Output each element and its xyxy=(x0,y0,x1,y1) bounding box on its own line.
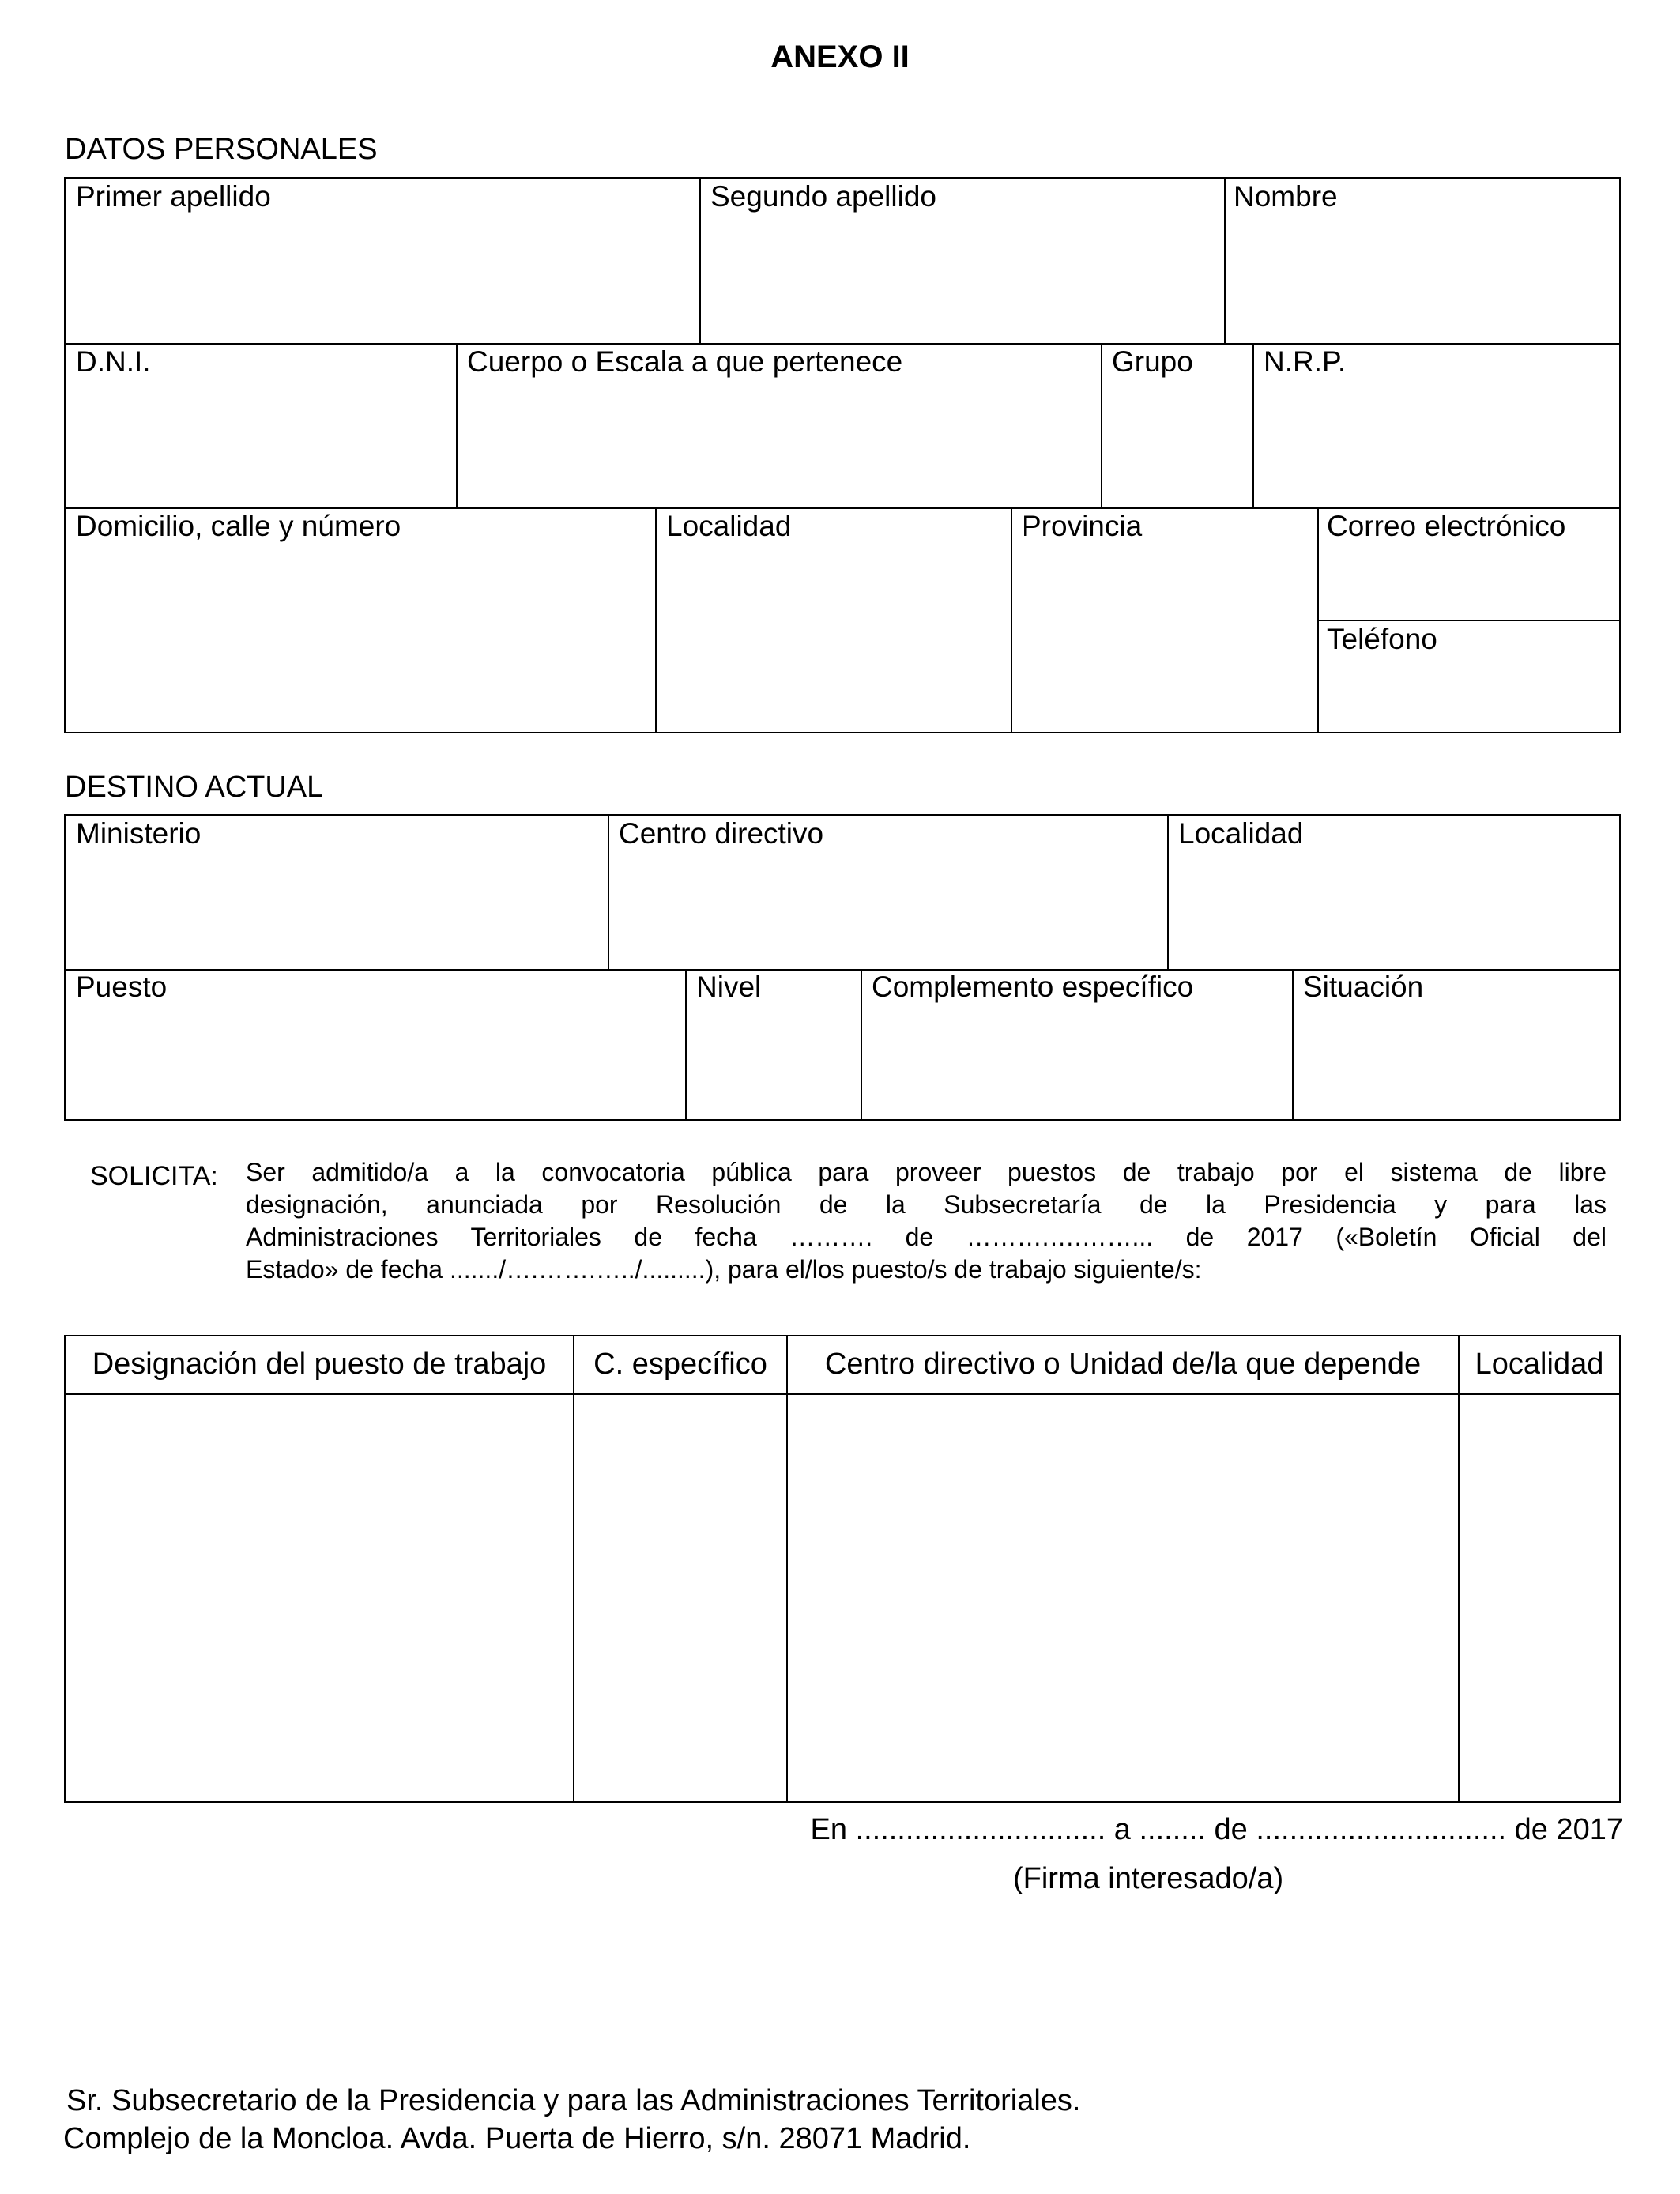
datos-personales-heading: DATOS PERSONALES xyxy=(65,133,378,166)
destino-actual-heading: DESTINO ACTUAL xyxy=(65,771,324,804)
nombre-field[interactable]: Nombre xyxy=(1234,180,1338,213)
col-divider xyxy=(1317,507,1319,733)
col-divider xyxy=(699,177,701,343)
domicilio-field[interactable]: Domicilio, calle y número xyxy=(76,510,401,542)
col-divider xyxy=(608,814,609,969)
dni-field[interactable]: D.N.I. xyxy=(76,345,151,378)
col-divider xyxy=(1167,814,1169,969)
destino-localidad-field[interactable]: Localidad xyxy=(1178,817,1304,850)
col-divider xyxy=(655,507,657,733)
c-especifico-cell[interactable] xyxy=(574,1395,785,1801)
solicita-text xyxy=(246,1156,1607,1286)
col-divider xyxy=(1224,177,1226,343)
col-divider xyxy=(456,343,458,507)
col-divider xyxy=(1011,507,1012,733)
col-divider xyxy=(1252,343,1254,507)
header-localidad: Localidad xyxy=(1475,1348,1604,1381)
solicita-label: SOLICITA: xyxy=(90,1161,218,1191)
designacion-cell[interactable] xyxy=(66,1395,571,1801)
cuerpo-field[interactable]: Cuerpo o Escala a que pertenece xyxy=(467,345,903,378)
destino-actual-table xyxy=(64,814,1621,1121)
col-divider xyxy=(685,969,687,1121)
centro-directivo-cell[interactable] xyxy=(788,1395,1456,1801)
centro-directivo-field[interactable]: Centro directivo xyxy=(619,817,824,850)
nivel-field[interactable]: Nivel xyxy=(696,971,762,1003)
footer-addressee: Sr. Subsecretario de la Presidencia y para las Administraciones Territoriales. xyxy=(66,2084,1081,2117)
ministerio-field[interactable]: Ministerio xyxy=(76,817,202,850)
solicita-line-1: Ser admitido/a a la convocatoria pública para proveer puestos de trabajo por el sistema de libre xyxy=(246,1158,1607,1186)
complemento-field[interactable]: Complemento específico xyxy=(872,971,1194,1003)
firma-label: (Firma interesado/a) xyxy=(1013,1862,1284,1895)
puesto-field[interactable]: Puesto xyxy=(76,971,168,1003)
col-divider xyxy=(1292,969,1294,1121)
segundo-apellido-field[interactable]: Segundo apellido xyxy=(710,180,936,213)
header-centro-directivo: Centro directivo o Unidad de/la que depende xyxy=(824,1348,1422,1381)
col-divider xyxy=(861,969,862,1121)
datos-personales-table xyxy=(64,177,1621,733)
solicita-line-4: Estado» de fecha ......./….…….…../.........), para el/los puesto/s de trabajo siguiente/s: xyxy=(246,1255,1202,1284)
nrp-field[interactable]: N.R.P. xyxy=(1264,345,1347,378)
localidad-field[interactable]: Localidad xyxy=(666,510,792,542)
solicita-line-2: designación, anunciada por Resolución de la Subsecretaría de la Presidencia y para las xyxy=(246,1190,1607,1219)
row-divider xyxy=(1317,620,1621,621)
situacion-field[interactable]: Situación xyxy=(1303,971,1424,1003)
provincia-field[interactable]: Provincia xyxy=(1022,510,1143,542)
primer-apellido-field[interactable]: Primer apellido xyxy=(76,180,271,213)
correo-field[interactable]: Correo electrónico xyxy=(1327,510,1566,542)
page-title: ANEXO II xyxy=(770,40,910,74)
col-divider xyxy=(1101,343,1102,507)
footer-address: Complejo de la Moncloa. Avda. Puerta de Hierro, s/n. 28071 Madrid. xyxy=(63,2122,971,2155)
row-divider xyxy=(64,343,1621,345)
place-date-line[interactable]: En .............................. a ........ de .............................. de 2017 xyxy=(810,1813,1623,1846)
localidad-cell[interactable] xyxy=(1460,1395,1618,1801)
row-divider xyxy=(64,507,1621,509)
solicita-line-3: Administraciones Territoriales de fecha ………. de ……….….……... de 2017 («Boletín Oficial del xyxy=(246,1223,1607,1251)
header-designacion: Designación del puesto de trabajo xyxy=(92,1348,547,1381)
puestos-table xyxy=(64,1335,1621,1803)
header-c-especifico: C. específico xyxy=(593,1348,767,1381)
telefono-field[interactable]: Teléfono xyxy=(1327,623,1437,655)
grupo-field[interactable]: Grupo xyxy=(1112,345,1193,378)
